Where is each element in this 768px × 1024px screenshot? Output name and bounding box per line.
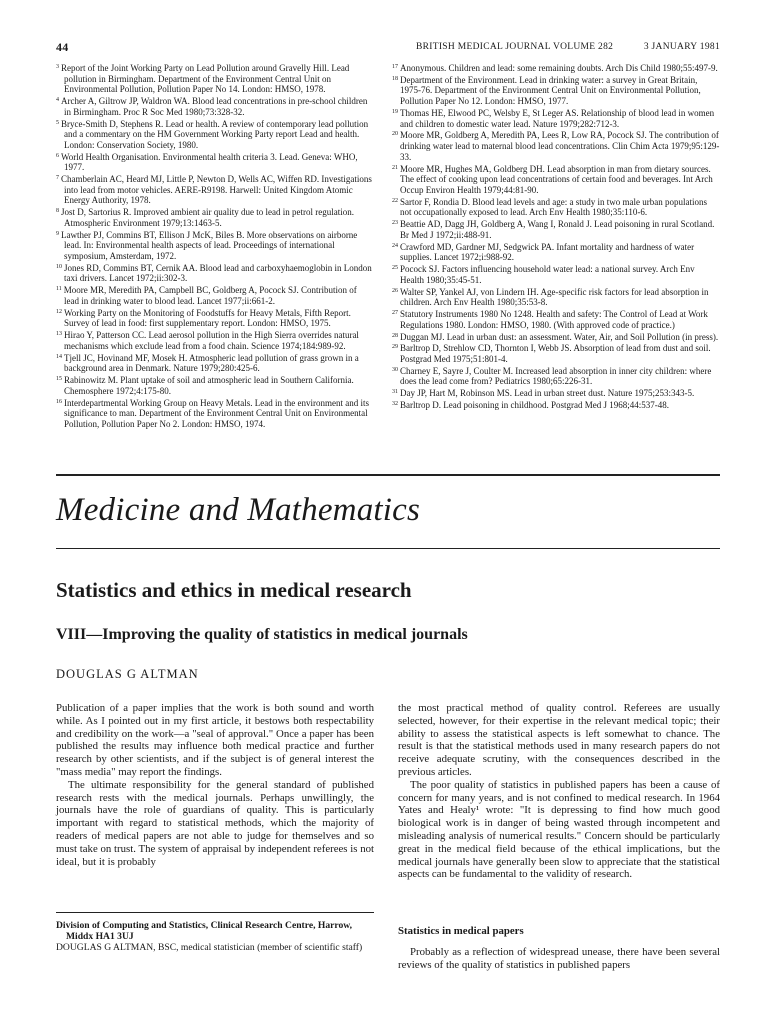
body-paragraph: The ultimate responsibility for the general standard of published research rests with the medical journals. Perhaps unwillingly, the journals have the role of guardians of quality. This is particularly important with regard to statistical methods, which the majority of readers of medical papers are not able to judge for themselves and so must take on trust. The system of appraisal by independent referees is not ideal, but it is probably xyxy=(56,778,374,868)
page-header xyxy=(56,40,720,56)
reference-number: 31 xyxy=(392,389,398,396)
reference-number: 15 xyxy=(56,376,62,383)
reference-number: 13 xyxy=(56,331,62,338)
reference-text: Walter SP, Yankel AJ, von Lindern IH. Age-specific risk factors for lead absorption in children. Arch Env Health 1980;35:53-8. xyxy=(400,286,709,308)
reference-item xyxy=(392,74,720,107)
reference-item xyxy=(56,397,374,430)
reference-text: Archer A, Giltrow JP, Waldron WA. Blood lead concentrations in pre-school children in Birmingham. Proc R Soc Med 1980;73:328-32. xyxy=(61,96,368,117)
reference-text: Moore MR, Meredith PA, Campbell BC, Goldberg A, Pocock SJ. Contribution of lead in drinking water to blood lead. Lancet 1977;ii:661-2. xyxy=(63,285,357,306)
reference-text: Thomas HE, Elwood PC, Welsby E, St Leger AS. Relationship of blood lead in women and children to domestic water lead. Nature 1979;282:712-3. xyxy=(400,107,715,129)
page-number: 44 xyxy=(56,40,69,54)
reference-number: 19 xyxy=(392,108,398,115)
body-paragraph: Probably as a reflection of widespread unease, there have been several reviews of the quality of statistics in published papers xyxy=(398,946,720,971)
reference-list-right xyxy=(392,62,720,411)
reference-item xyxy=(392,163,720,196)
affiliation-person: DOUGLAS G ALTMAN, BSC, medical statistician (member of scientific staff) xyxy=(56,942,363,954)
reference-number: 16 xyxy=(56,398,62,405)
reference-number: 18 xyxy=(392,75,398,82)
reference-text: Sartor F, Rondia D. Blood lead levels and age: a study in two male urban populations not occupationally exposed to lead. Arch Env Health 1980;35:110-6. xyxy=(400,196,707,218)
reference-item xyxy=(392,263,720,285)
body-paragraph: Publication of a paper implies that the work is both sound and worth while. As I pointed out in my first article, it bestows both respectability and credibility on the work—a "seal of approval." Once a paper has been published the results may influence both medical practice and further research by other scientists, and if the subject is of general interest the "mass media" may report the findings. xyxy=(56,702,374,778)
affiliation-institution: Division of Computing and Statistics, Clinical Research Centre, Harrow, Middx HA1 3UJ xyxy=(56,920,353,943)
reference-item xyxy=(56,95,374,117)
reference-item xyxy=(392,387,720,399)
issue-date: 3 JANUARY 1981 xyxy=(643,42,720,52)
reference-number: 4 xyxy=(56,97,59,104)
reference-item xyxy=(56,329,374,351)
reference-number: 8 xyxy=(56,208,59,215)
reference-number: 7 xyxy=(56,175,59,182)
reference-item xyxy=(392,308,720,330)
article-title: Statistics and ethics in medical research xyxy=(56,578,412,602)
reference-item xyxy=(392,62,720,74)
reference-item xyxy=(56,352,374,374)
body-paragraph: The poor quality of statistics in published papers has been a cause of concern for many years, and is not confined to medical research. In 1964 Yates and Healy¹ wrote: "It is depressing to find how much good biological work is in danger of being wasted through incompetent and misleading analysis of numerical results." Concern should be particularly great in the medical field because of the ethical implications, but the medical journals have generally been slow to appreciate that the statistical aspects can be fundamental to the validity of research. xyxy=(398,778,720,881)
reference-number: 24 xyxy=(392,242,398,249)
reference-item xyxy=(56,374,374,396)
reference-number: 6 xyxy=(56,152,59,159)
reference-item xyxy=(56,151,374,173)
reference-number: 21 xyxy=(392,164,398,171)
reference-item xyxy=(56,284,374,306)
reference-item xyxy=(56,307,374,329)
subsection-heading: Statistics in medical papers xyxy=(398,925,524,937)
reference-text: Interdepartmental Working Group on Heavy Metals. Lead in the environment and its significance to man. Department of the Environment Central Unit on Environmental Pollution, Pollution Paper No 2. London: HMSO, 1974. xyxy=(64,397,370,429)
reference-number: 28 xyxy=(392,332,398,339)
reference-item xyxy=(56,62,374,95)
reference-text: Jones RD, Commins BT, Cernik AA. Blood lead and carboxyhaemoglobin in London taxi drivers. Lancet 1972;ii:302-3. xyxy=(64,262,372,284)
reference-text: Moore MR, Hughes MA, Goldberg DH. Lead absorption in man from dietary sources. The effect of cooking upon lead concentrations of certain food and beverages. Int Arch Occup Environ Health 1979;44:81-90. xyxy=(400,163,713,195)
reference-text: Working Party on the Monitoring of Foodstuffs for Heavy Metals, Fifth Report. Survey of lead in food: first supplementary report. London: HMSO, 1975. xyxy=(64,307,351,329)
reference-number: 11 xyxy=(56,286,62,293)
reference-item xyxy=(56,229,374,262)
reference-text: Jost D, Sartorius R. Improved ambient air quality due to lead in petrol regulation. Atmospheric Environment 1979;13:1463-5. xyxy=(61,207,354,228)
reference-item xyxy=(392,107,720,129)
affiliation-divider xyxy=(56,912,374,913)
reference-number: 22 xyxy=(392,197,398,204)
reference-number: 17 xyxy=(392,64,398,70)
section-divider-top xyxy=(56,474,720,476)
reference-item xyxy=(56,206,374,228)
reference-item xyxy=(392,196,720,218)
reference-text: Rabinowitz M. Plant uptake of soil and atmospheric lead in Southern California. Chemosphere 1972;4:175-80. xyxy=(64,375,354,396)
section-divider-bottom xyxy=(56,548,720,549)
reference-text: Duggan MJ. Lead in urban dust: an assessment. Water, Air, and Soil Pollution (in press). xyxy=(400,331,719,342)
reference-text: Tjell JC, Hovinand MF, Mosek H. Atmospheric lead pollution of grass grown in a background area in Denmark. Nature 1979;280:425-6. xyxy=(64,352,359,374)
reference-text: Anonymous. Children and lead: some remaining doubts. Arch Dis Child 1980;55:497-9. xyxy=(400,63,718,73)
reference-item xyxy=(56,118,374,151)
reference-text: Lawther PJ, Commins BT, Ellison J McK, Biles B. More observations on airborne lead. In: Environmental health aspects of lead. Proceedings of international symposium, Amsterdam, 1972. xyxy=(61,229,358,261)
reference-number: 30 xyxy=(392,366,398,373)
reference-number: 20 xyxy=(392,131,398,138)
reference-text: Department of the Environment. Lead in drinking water: a survey in Great Britain, 1975-76. Department of the Environment Central Unit on Environmental Pollution, Pollution Paper No 12. London: HMSO, 1977. xyxy=(400,74,701,107)
reference-number: 5 xyxy=(56,119,59,126)
reference-text: Day JP, Hart M, Robinson MS. Lead in urban street dust. Nature 1975;253:343-5. xyxy=(400,388,695,399)
reference-text: Moore MR, Goldberg A, Meredith PA, Lees R, Low RA, Pocock SJ. The contribution of drinking water lead to maternal blood lead concentrations. Clin Chim Acta 1979;95:129-33. xyxy=(400,130,720,162)
reference-item xyxy=(392,286,720,308)
reference-text: Barltrop D, Strehlow CD, Thornton I, Webb JS. Absorption of lead from dust and soil. Postgrad Med 1975;51:801-4. xyxy=(400,343,711,364)
reference-text: Statutory Instruments 1980 No 1248. Health and safety: The Control of Lead at Work Regulations 1980. London: HMSO, 1980. (With approved code of practice.) xyxy=(400,309,708,330)
author-affiliation xyxy=(56,920,374,954)
reference-item xyxy=(392,342,720,364)
body-column-right-continued xyxy=(398,946,720,972)
reference-item xyxy=(392,241,720,263)
reference-text: Barltrop D. Lead poisoning in childhood. Postgrad Med J 1968;44:537-48. xyxy=(400,400,669,411)
reference-item xyxy=(392,365,720,387)
section-heading: Medicine and Mathematics xyxy=(56,492,421,528)
body-paragraph: the most practical method of quality control. Referees are usually selected, however, for their expertise in the relevant medical topic; their ability to assess the statistical aspects is left somewhat to chance. The result is that the statistical methods used in many research papers do not receive adequate scrutiny, with the consequences described in the previous articles. xyxy=(398,702,720,778)
reference-text: Charney E, Sayre J, Coulter M. Increased lead absorption in inner city children: where does the lead come from? Pediatrics 1980;65:226-31. xyxy=(400,365,712,387)
reference-text: Crawford MD, Gardner MJ, Sedgwick PA. Infant mortality and hardness of water supplies. Lancet 1972;i:988-92. xyxy=(400,241,695,263)
reference-item xyxy=(56,262,374,284)
body-column-right xyxy=(398,702,720,881)
reference-item xyxy=(392,399,720,411)
reference-number: 23 xyxy=(392,220,398,227)
reference-text: Pocock SJ. Factors influencing household water lead: a national survey. Arch Env Health 1980;35:45-51. xyxy=(400,264,695,285)
reference-number: 3 xyxy=(56,64,59,70)
reference-number: 29 xyxy=(392,344,398,351)
reference-number: 27 xyxy=(392,310,398,317)
reference-text: Beattie AD, Dagg JH, Goldberg A, Wang I, Ronald J. Lead poisoning in rural Scotland. Br Med J 1972;ii:488-91. xyxy=(400,219,715,240)
reference-item xyxy=(392,129,720,162)
reference-text: Report of the Joint Working Party on Lead Pollution around Gravelly Hill. Lead pollution in Birmingham. Department of the Environment Central Unit on Environmental Pollution, Pollution Paper No 14. London: HMSO, 1978. xyxy=(61,63,350,95)
reference-text: Bryce-Smith D, Stephens R. Lead or health. A review of contemporary lead pollution and a commentary on the HM Government Working Party report Lead and health. London: Conservation Society, 1980. xyxy=(61,118,369,150)
body-column-left xyxy=(56,702,374,868)
reference-number: 12 xyxy=(56,308,62,315)
reference-text: Chamberlain AC, Heard MJ, Little P, Newton D, Wells AC, Wiffen RD. Investigations into lead from motor vehicles. AERE-R9198. Harwell: United Kingdom Atomic Energy Authority, 1978. xyxy=(61,174,372,206)
reference-item xyxy=(392,218,720,240)
reference-text: World Health Organisation. Environmental health criteria 3. Lead. Geneva: WHO, 1977. xyxy=(61,151,358,173)
reference-number: 32 xyxy=(392,401,398,408)
reference-text: Hirao Y, Patterson CC. Lead aerosol pollution in the High Sierra overrides natural mechanisms which exclude lead from a food chain. Science 1974;184:989-92. xyxy=(64,330,359,351)
reference-item xyxy=(392,331,720,343)
reference-number: 26 xyxy=(392,287,398,294)
article-author: DOUGLAS G ALTMAN xyxy=(56,667,199,681)
reference-number: 10 xyxy=(56,263,62,270)
article-subtitle: VIII—Improving the quality of statistics in medical journals xyxy=(56,626,468,643)
reference-item xyxy=(56,173,374,206)
reference-list-left xyxy=(56,62,374,430)
journal-name: BRITISH MEDICAL JOURNAL VOLUME 282 xyxy=(416,42,614,52)
reference-number: 14 xyxy=(56,353,62,360)
reference-number: 25 xyxy=(392,265,398,272)
reference-number: 9 xyxy=(56,230,59,237)
